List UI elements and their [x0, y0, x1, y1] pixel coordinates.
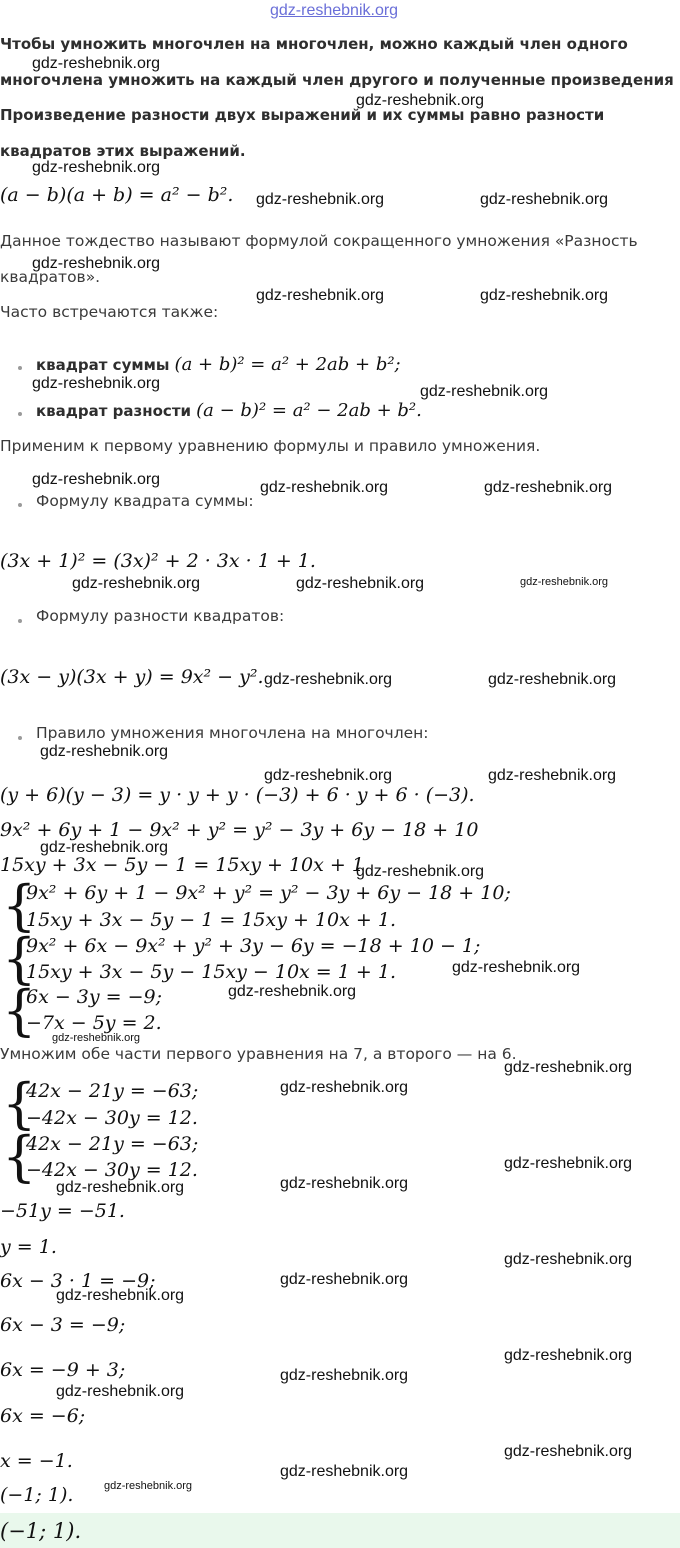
watermark-text: gdz-reshebnik.org [504, 1155, 633, 1172]
watermark-text: gdz-reshebnik.org [32, 471, 161, 488]
watermark-text: gdz-reshebnik.org [280, 1463, 409, 1480]
watermark-text: gdz-reshebnik.org [32, 55, 161, 72]
list-item-formula: (a + b)² = a² + 2ab + b²; [174, 354, 401, 375]
step-label-1: Формулу квадрата суммы: [36, 492, 254, 510]
watermark-text: gdz-reshebnik.org [40, 743, 169, 760]
step-label-3: Правило умножения многочлена на многочлен: [36, 724, 429, 742]
system-brace: { [2, 979, 37, 1042]
system-brace: { [2, 927, 37, 990]
identity-text-2: квадратов». [0, 268, 101, 286]
step-formula-2: (3x − y)(3x + y) = 9x² − y². [0, 666, 264, 688]
list-item-bold: квадрат суммы [36, 356, 170, 374]
watermark-text: gdz-reshebnik.org [504, 1443, 633, 1460]
identity-text-1: Данное тождество называют формулой сокращенного умножения «Разность [0, 232, 638, 250]
solution-line-3: 6x − 3 · 1 = −9; [0, 1270, 156, 1292]
watermark-text: gdz-reshebnik.org [504, 1251, 633, 1268]
watermark-text: gdz-reshebnik.org [504, 1347, 633, 1364]
list-item-square-difference [36, 400, 422, 421]
system-5-eq-1: 42x − 21y = −63; [26, 1133, 199, 1155]
watermark-text: gdz-reshebnik.org [480, 287, 609, 304]
watermark-text: gdz-reshebnik.org [280, 1175, 409, 1192]
watermark-text: gdz-reshebnik.org [420, 383, 549, 400]
system-brace: { [2, 1125, 37, 1188]
watermark-text: gdz-reshebnik.org [452, 959, 581, 976]
solution-line-2: y = 1. [0, 1236, 57, 1258]
watermark-text: gdz-reshebnik.org [52, 1032, 141, 1044]
system-2-eq-2: 15xy + 3x − 5y − 15xy − 10x = 1 + 1. [26, 961, 396, 983]
solution-line-5: 6x = −9 + 3; [0, 1359, 126, 1381]
watermark-text: gdz-reshebnik.org [260, 479, 389, 496]
list-item-formula: (a − b)² = a² − 2ab + b². [196, 400, 422, 421]
system-5-eq-2: −42x − 30y = 12. [26, 1159, 198, 1181]
watermark-text: gdz-reshebnik.org [32, 255, 161, 272]
system-brace: { [2, 874, 37, 937]
intro-line-3: Произведение разности двух выражений и их суммы равно разности [0, 106, 605, 124]
system-4-eq-1: 42x − 21y = −63; [26, 1080, 199, 1102]
solution-line-6: 6x = −6; [0, 1405, 86, 1427]
list-bullet [18, 736, 22, 740]
system-1-eq-1: 9x² + 6y + 1 − 9x² + y² = y² − 3y + 6y − 18 + 10; [26, 882, 511, 904]
formula-difference-of-squares: (a − b)(a + b) = a² − b². [0, 184, 234, 206]
list-bullet [18, 619, 22, 623]
watermark-text: gdz-reshebnik.org [32, 159, 161, 176]
watermark-text: gdz-reshebnik.org [228, 983, 357, 1000]
watermark-text: gdz-reshebnik.org [56, 1287, 185, 1304]
watermark-text: gdz-reshebnik.org [488, 767, 617, 784]
watermark-text: gdz-reshebnik.org [56, 1383, 185, 1400]
watermark-text: gdz-reshebnik.org [488, 671, 617, 688]
list-bullet [18, 366, 22, 370]
watermark-text: gdz-reshebnik.org [296, 575, 425, 592]
list-item-bold: квадрат разности [36, 402, 192, 420]
watermark-text: gdz-reshebnik.org [484, 479, 613, 496]
watermark-text: gdz-reshebnik.org [280, 1079, 409, 1096]
expanded-eq-1: 9x² + 6y + 1 − 9x² + y² = y² − 3y + 6y − 18 + 10 [0, 819, 479, 841]
watermark-text: gdz-reshebnik.org [264, 671, 393, 688]
list-bullet [18, 503, 22, 507]
system-2-eq-1: 9x² + 6x − 9x² + y² + 3y − 6y = −18 + 10 − 1; [26, 935, 481, 957]
list-item-square-sum [36, 354, 401, 375]
list-bullet [18, 412, 22, 416]
system-4-eq-2: −42x − 30y = 12. [26, 1107, 198, 1129]
watermark-text: gdz-reshebnik.org [40, 839, 169, 856]
watermark-text: gdz-reshebnik.org [256, 191, 385, 208]
watermark-text: gdz-reshebnik.org [32, 375, 161, 392]
apply-text: Применим к первому уравнению формулы и правило умножения. [0, 437, 541, 455]
system-1-eq-2: 15xy + 3x − 5y − 1 = 15xy + 10x + 1. [26, 909, 396, 931]
multiply-text: Умножим обе части первого уравнения на 7, а второго — на 6. [0, 1045, 517, 1063]
watermark-text: gdz-reshebnik.org [356, 863, 485, 880]
watermark-text: gdz-reshebnik.org [520, 576, 609, 588]
intro-line-4: квадратов этих выражений. [0, 142, 246, 160]
intro-line-2: многочлена умножить на каждый член другого и полученные произведения [0, 71, 674, 89]
watermark-text: gdz-reshebnik.org [104, 1480, 193, 1492]
watermark-text: gdz-reshebnik.org [72, 575, 201, 592]
system-brace: { [2, 1072, 37, 1135]
solution-line-8: (−1; 1). [0, 1484, 74, 1506]
intro-line-1: Чтобы умножить многочлен на многочлен, можно каждый член одного [0, 35, 628, 53]
watermark-text: gdz-reshebnik.org [280, 1271, 409, 1288]
watermark-text: gdz-reshebnik.org [264, 767, 393, 784]
system-3-eq-1: 6x − 3y = −9; [26, 986, 163, 1008]
step-label-2: Формулу разности квадратов: [36, 607, 285, 625]
system-3-eq-2: −7x − 5y = 2. [26, 1012, 162, 1034]
watermark-text: gdz-reshebnik.org [280, 1367, 409, 1384]
also-text: Часто встречаются также: [0, 303, 219, 321]
watermark-text: gdz-reshebnik.org [504, 1059, 633, 1076]
watermark-text: gdz-reshebnik.org [256, 287, 385, 304]
step-formula-1: (3x + 1)² = (3x)² + 2 · 3x · 1 + 1. [0, 550, 316, 572]
solution-line-7: x = −1. [0, 1450, 73, 1472]
watermark-text: gdz-reshebnik.org [480, 191, 609, 208]
watermark-top-link[interactable]: gdz-reshebnik.org [270, 2, 399, 19]
answer-value: (−1; 1). [0, 1519, 82, 1543]
watermark-text: gdz-reshebnik.org [56, 1179, 185, 1196]
expanded-eq-2: 15xy + 3x − 5y − 1 = 15xy + 10x + 1 [0, 854, 364, 876]
solution-line-1: −51y = −51. [0, 1200, 125, 1222]
watermark-text: gdz-reshebnik.org [356, 92, 485, 109]
answer-box [0, 1513, 680, 1548]
solution-line-4: 6x − 3 = −9; [0, 1314, 126, 1336]
step-formula-3: (y + 6)(y − 3) = y · y + y · (−3) + 6 · y + 6 · (−3). [0, 784, 475, 806]
